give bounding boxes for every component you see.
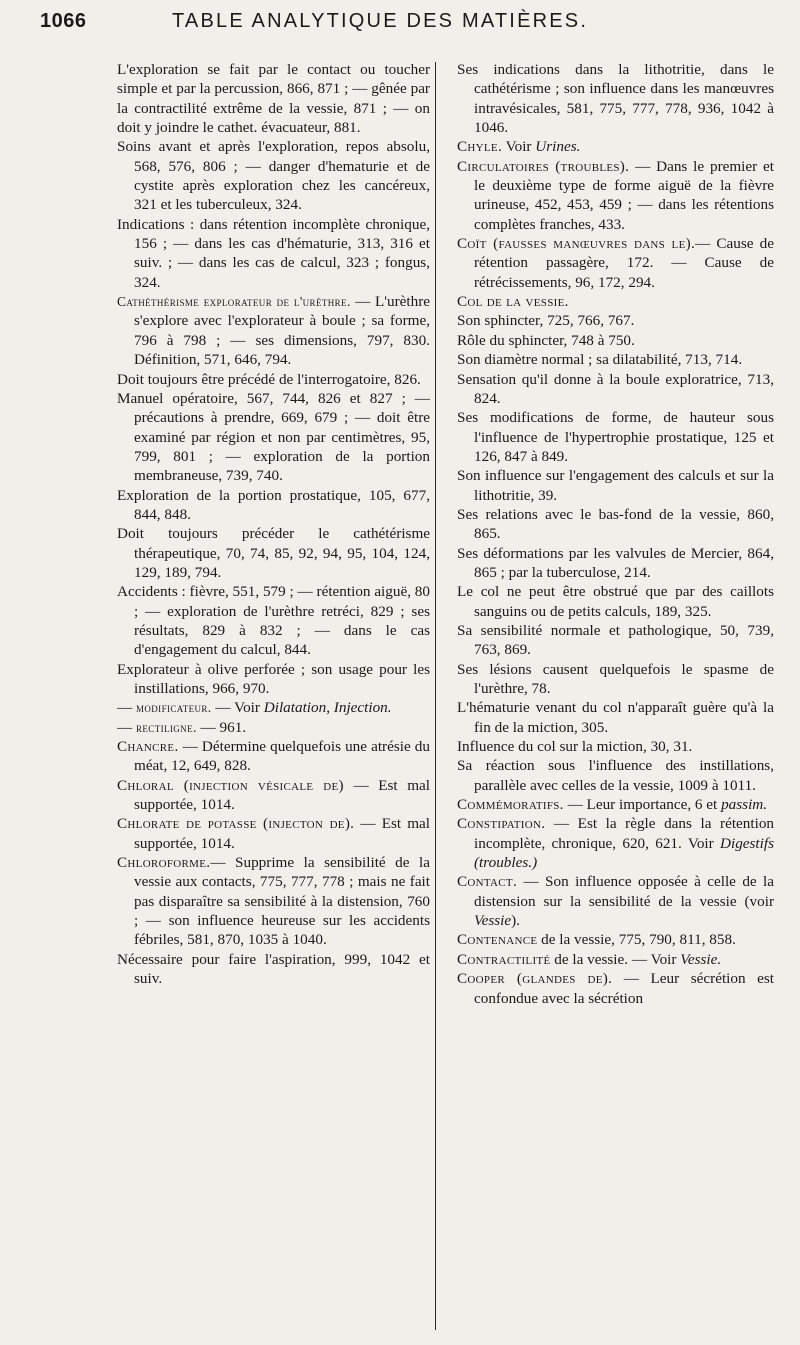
- entry-text: — Est la règle dans la rétention incomplète, chronique, 620, 621. Voir: [474, 815, 774, 852]
- index-entry: Accidents : fièvre, 551, 579 ; — rétention aiguë, 80 ; — exploration de l'urèthre retréci, 829 ; ses résultats, 829 à 832 ; — dans le cas d'engagement du calcul, 844.: [117, 583, 430, 659]
- index-term: Constipation.: [457, 815, 546, 833]
- index-term: Chloral (injection vésicale de): [117, 776, 344, 794]
- index-entry: Son influence sur l'engagement des calculs et sur la lithotritie, 39.: [457, 467, 774, 504]
- index-entry: [457, 137, 774, 156]
- index-entry: Explorateur à olive perforée ; son usage pour les instillations, 966, 970.: [117, 660, 430, 697]
- entry-text: — Est mal supportée, 1014.: [134, 815, 430, 852]
- index-term: Chloroforme.: [117, 854, 211, 872]
- page-header: [40, 10, 780, 40]
- entry-text: — Cause de rétention passagère, 172. — Cause de rétrécissements, 96, 172, 294.: [474, 235, 774, 291]
- index-entry: L'exploration se fait par le contact ou toucher simple et par la percussion, 866, 871 ; — gênée par la contractilité extrême de la vessie, 871 ; — on doit y joindre le cathet. évacuateur, 881.: [117, 61, 430, 137]
- index-entry: Nécessaire pour faire l'aspiration, 999, 1042 et suiv.: [117, 950, 430, 988]
- entry-text: ).: [511, 912, 520, 930]
- cross-reference: Digestifs (troubles.): [474, 834, 774, 872]
- index-entry: [457, 814, 774, 872]
- index-entry: [457, 930, 774, 949]
- index-entry: Ses relations avec le bas-fond de la vessie, 860, 865.: [457, 505, 774, 543]
- index-entry: Sa réaction sous l'influence des instillations, parallèle avec celles de la vessie, 1009 à 1011.: [457, 757, 774, 794]
- index-entry: Ses déformations par les valvules de Mercier, 864, 865 ; par la tuberculose, 214.: [457, 544, 774, 581]
- index-term: Chlorate de potasse (injecton de).: [117, 815, 355, 833]
- entry-text: — Est mal supportée, 1014.: [134, 776, 430, 814]
- entry-text: — 961.: [200, 718, 247, 736]
- index-term: Contenance: [457, 931, 538, 949]
- index-entry: L'hématurie venant du col n'apparaît guère qu'à la fin de la miction, 305.: [457, 699, 774, 736]
- index-entry: [117, 718, 430, 737]
- index-entry: Manuel opératoire, 567, 744, 826 et 827 ; — précautions à prendre, 669, 679 ; — doit être examiné par région et non par centimètres, 95, 799, 801 ; — exploration de la portion membraneuse, 739, 740.: [117, 389, 430, 485]
- index-term: Coït (fausses manœuvres dans le).: [457, 235, 696, 253]
- entry-text: — Supprime la sensibilité de la vessie aux contacts, 775, 777, 778 ; mais ne fait pas disparaître sa sensibilité à la distension, 760 ; — son influence heureuse sur les accidents fébriles, 581, 870, 1035 à 1040.: [134, 854, 430, 949]
- cross-reference: passim.: [721, 796, 768, 814]
- index-term: Chyle.: [457, 138, 503, 156]
- index-entry: Son diamètre normal ; sa dilatabilité, 713, 714.: [457, 351, 743, 369]
- index-entry: [117, 776, 430, 815]
- index-term: Circulatoires (troubles).: [457, 157, 630, 175]
- index-entry: [457, 234, 774, 292]
- index-entry: [117, 292, 430, 369]
- cross-reference: Dilatation, Injection.: [263, 699, 392, 717]
- right-column: [457, 60, 774, 1340]
- left-column: [117, 60, 430, 1340]
- index-entry: Soins avant et après l'exploration, repos absolu, 568, 576, 806 ; — danger d'hematurie et de cystite après exploration chez les cancéreux, 321 et les tuberculeux, 324.: [117, 138, 430, 214]
- index-term: modificateur.: [135, 700, 212, 716]
- index-term: Cathéthérisme explorateur de l'urèthre.: [117, 294, 351, 310]
- index-entry: Doit toujours précéder le cathétérisme thérapeutique, 70, 74, 85, 92, 94, 95, 104, 124, 129, 189, 794.: [117, 525, 430, 581]
- index-entry: Rôle du sphincter, 748 à 750.: [457, 331, 635, 349]
- index-entry: Indications : dans rétention incomplète chronique, 156 ; — dans les cas d'hématurie, 313, 316 et suiv. ; — dans les cas de calcul, 323 ; fongus, 324.: [117, 215, 430, 291]
- index-entry: Son sphincter, 725, 766, 767.: [457, 312, 635, 330]
- dash-prefix: —: [117, 699, 133, 717]
- entry-text: — Voir: [215, 699, 260, 717]
- index-entry: Doit toujours être précédé de l'interrogatoire, 826.: [117, 370, 421, 388]
- index-entry: [117, 698, 430, 717]
- index-term: Chancre.: [117, 738, 179, 756]
- entry-text: de la vessie. — Voir: [554, 950, 677, 968]
- index-term: rectiligne.: [135, 719, 197, 735]
- page-number: 1066: [40, 10, 87, 32]
- index-term: Cooper (glandes de).: [457, 970, 613, 988]
- entry-text: — L'urèthre s'explore avec l'explorateur à boule ; sa forme, 796 à 798 ; — ses dimensions, 797, 830. Définition, 571, 646, 794.: [134, 293, 430, 369]
- index-term: Contractilité: [457, 950, 551, 968]
- entry-text: — Dans le premier et le deuxième type de forme aiguë de la fièvre urineuse, 452, 453, 459 ; — dans les rétentions complètes franches, 433.: [474, 157, 774, 233]
- index-entry: [117, 814, 430, 853]
- index-entry: [457, 795, 774, 814]
- entry-text: — Détermine quelquefois une atrésie du méat, 12, 649, 828.: [134, 738, 430, 775]
- index-entry: [117, 737, 430, 776]
- index-entry: [457, 969, 774, 1008]
- entry-text: — Leur sécrétion est confondue avec la sécrétion: [474, 970, 774, 1007]
- index-entry: Influence du col sur la miction, 30, 31.: [457, 738, 693, 756]
- index-entry: [457, 872, 774, 930]
- index-entry: Le col ne peut être obstrué que par des caillots sanguins ou de petits calculs, 189, 325.: [457, 583, 774, 620]
- index-entry: [457, 157, 774, 234]
- dash-prefix: —: [117, 718, 133, 736]
- cross-reference: Vessie.: [680, 950, 722, 968]
- column-divider: [435, 62, 436, 1330]
- running-title: TABLE ANALYTIQUE DES MATIÈRES.: [172, 10, 589, 32]
- index-entry: Ses indications dans la lithotritie, dans le cathétérisme ; son influence dans les manœuvres intravésicales, 581, 775, 777, 778, 936, 1042 à 1046.: [457, 61, 774, 137]
- entry-text: — Leur importance, 6 et: [567, 796, 718, 814]
- index-term: Contact.: [457, 873, 518, 891]
- index-entry: Ses modifications de forme, de hauteur sous l'influence de l'hypertrophie prostatique, 125 et 126, 847 à 849.: [457, 409, 774, 465]
- index-entry: Sensation qu'il donne à la boule exploratrice, 713, 824.: [457, 370, 774, 407]
- index-entry: [457, 292, 774, 311]
- entry-text: Voir: [505, 138, 532, 156]
- entry-text: — Son influence opposée à celle de la distension sur la sensibilité de la vessie (voir: [474, 873, 774, 910]
- index-term: Col de la vessie.: [457, 293, 569, 311]
- cross-reference: Vessie: [474, 912, 512, 930]
- index-entry: Exploration de la portion prostatique, 105, 677, 844, 848.: [117, 486, 430, 523]
- index-entry: [117, 853, 430, 950]
- index-term: Commémoratifs.: [457, 796, 564, 814]
- index-entry: Ses lésions causent quelquefois le spasme de l'urèthre, 78.: [457, 660, 774, 697]
- cross-reference: Urines.: [535, 138, 581, 156]
- index-entry: Sa sensibilité normale et pathologique, 50, 739, 763, 869.: [457, 621, 774, 659]
- entry-text: de la vessie, 775, 790, 811, 858.: [541, 931, 736, 949]
- index-entry: [457, 950, 774, 969]
